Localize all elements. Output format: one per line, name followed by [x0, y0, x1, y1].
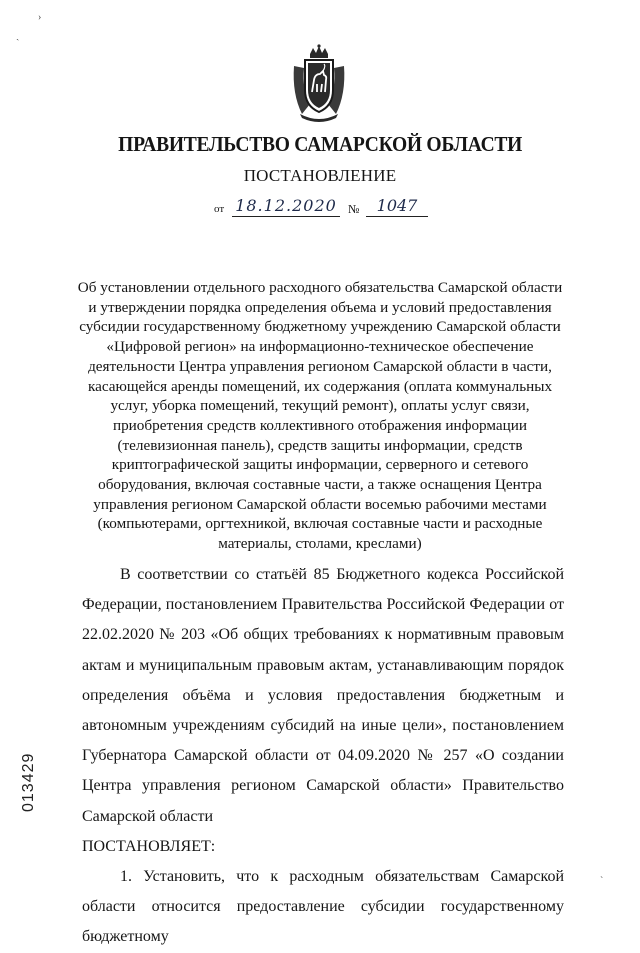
handwritten-date: 18.12.2020	[232, 196, 340, 217]
heading-line: «Цифровой регион» на информационно-техническое обеспечение	[106, 338, 534, 356]
date-number-line	[214, 196, 434, 218]
heading-line: деятельности Центра управления регионом Самарской области в части,	[88, 357, 552, 375]
heading-line: приобретения средств коллективного отображения информации	[112, 416, 528, 434]
document-heading	[70, 278, 570, 554]
scan-mark: ›	[38, 12, 42, 23]
heading-line: управления регионом Самарской области восемью рабочими местами	[93, 495, 547, 513]
document-body	[82, 560, 564, 953]
heading-line: касающейся аренды помещений, их содержания (оплата коммунальных	[87, 377, 553, 395]
scan-mark: ˏ	[16, 30, 20, 41]
heading-line: (компьютерами, оргтехникой, включая составные части и расходные	[97, 515, 543, 533]
heading-line: и утверждении порядка определения объема и условий предоставления	[88, 298, 552, 316]
decree-word: ПОСТАНОВЛЯЕТ:	[82, 837, 216, 855]
heading-line: оборудования, включая составные части, а также оснащения Центра	[98, 476, 542, 494]
scan-mark: ˋ	[600, 876, 604, 887]
heading-line: материалы, столами, креслами)	[218, 535, 422, 553]
heading-line: Об установлении отдельного расходного обязательства Самарской области	[77, 279, 563, 296]
paragraph-clause-1: 1. Установить, что к расходным обязательствам Самарской области относится предоставление субсидии государственному бюджетному	[82, 868, 564, 946]
document-type: ПОСТАНОВЛЕНИЕ	[243, 166, 397, 185]
date-prefix: от	[214, 203, 225, 215]
samara-region-coat-of-arms-icon	[288, 44, 350, 124]
government-title: ПРАВИТЕЛЬСТВО САМАРСКОЙ ОБЛАСТИ	[118, 132, 523, 156]
heading-line: (телевизионная панель), средств защиты информации, средств	[117, 436, 523, 454]
registration-stamp-number: 013429	[20, 752, 37, 812]
paragraph-preamble: В соответствии со статьёй 85 Бюджетного кодекса Российской Федерации, постановлением Правительства Российской Федерации от 22.02.2020 № 203 «Об общих требованиях к нормативным правовым актам и муниципальным правовым актам, устанавливающим порядок определения объёма и условия предоставления бюджетным и автономным учреждениям субсидий на иные цели», постановлением Губернатора Самарской области от 04.09.2020 № 257 «О создании Центра управления регионом Самарской области» Правительство Самарской области	[82, 566, 564, 825]
heading-line: субсидии государственному бюджетному учреждению Самарской области	[79, 318, 561, 336]
heading-line: криптографической защиты информации, серверного и сетевого	[111, 456, 529, 474]
number-sign: №	[348, 202, 360, 216]
heading-line: услуг, уборка помещений, текущий ремонт), оплаты услуг связи,	[110, 397, 530, 415]
handwritten-number: 1047	[366, 196, 428, 217]
